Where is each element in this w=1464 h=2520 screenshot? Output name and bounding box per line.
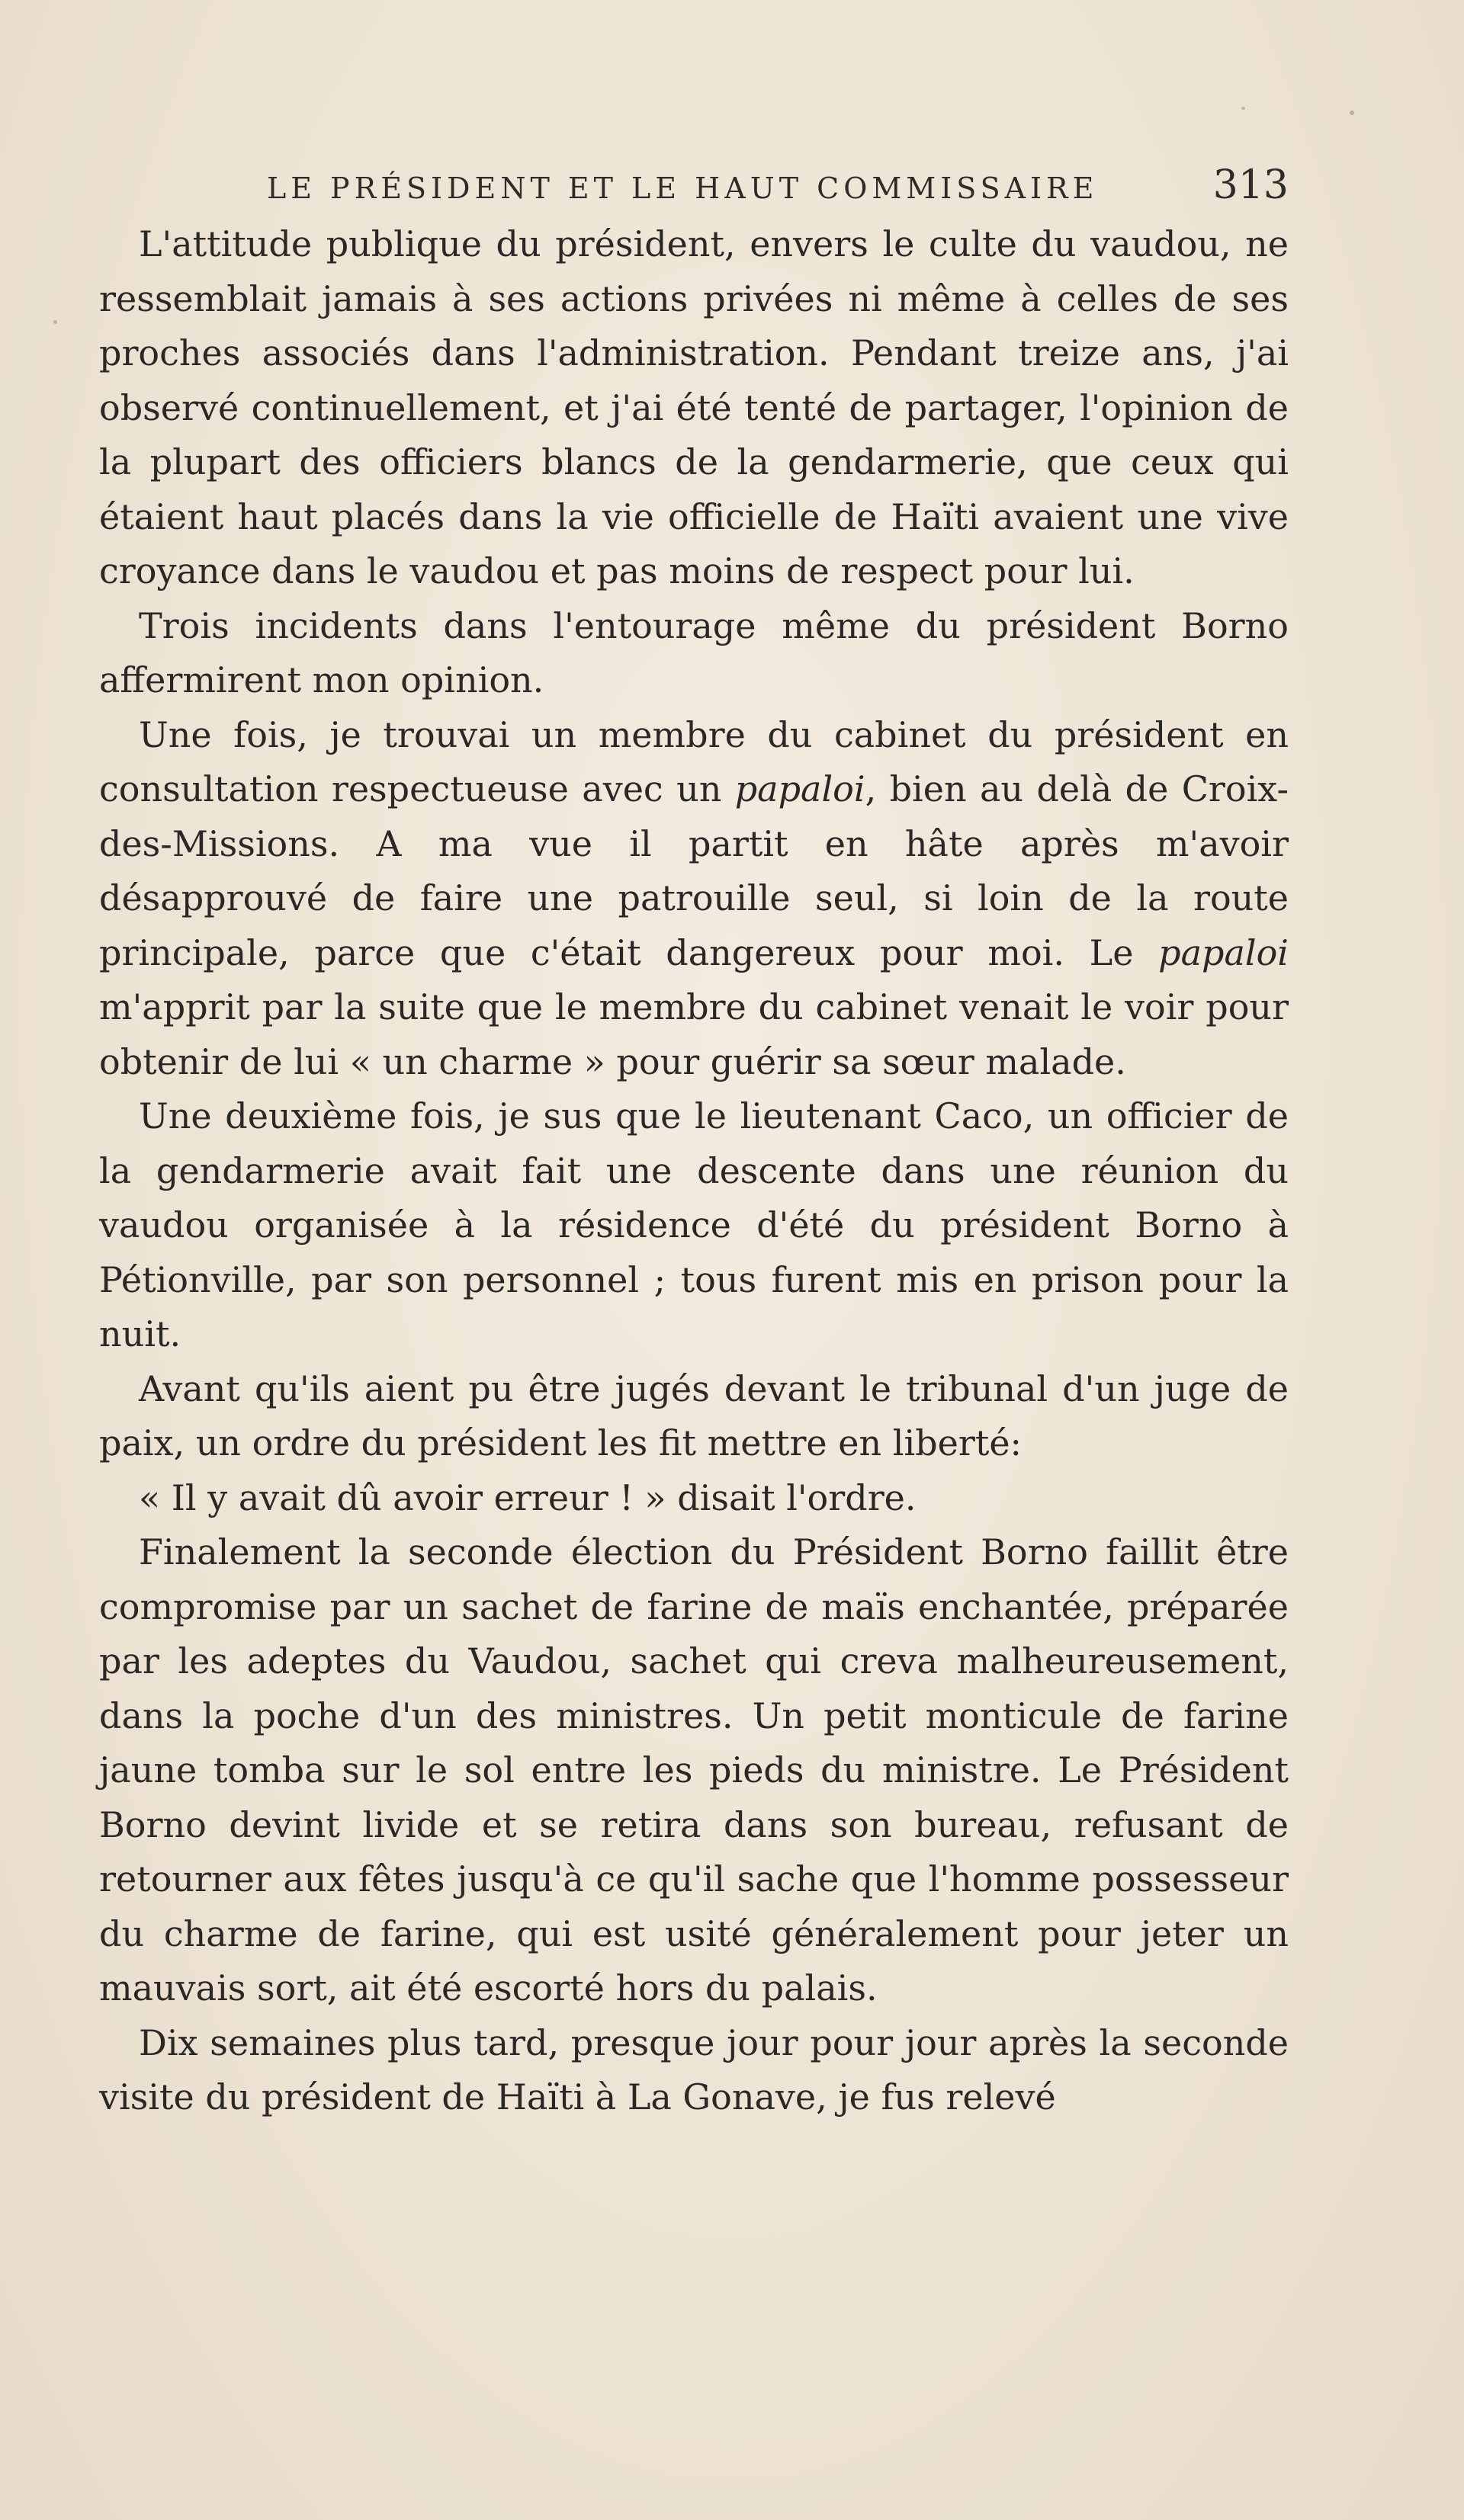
text-segment: m'apprit par la suite que le membre du cabinet venait le voir pour obtenir de lui « un charme » pour guérir sa sœur malade.: [99, 986, 1289, 1082]
text-segment: Trois incidents dans l'entourage même du président Borno affermirent mon opinion.: [99, 604, 1289, 701]
body-text: [99, 217, 1289, 2125]
paragraph: [99, 708, 1289, 1090]
paragraph: [99, 1471, 1289, 1526]
text-segment: Une fois, je trouvai un membre du cabinet du président en consultation respectueuse avec un: [99, 713, 1289, 810]
text-segment: L'attitude publique du président, envers le culte du vaudou, ne ressemblait jamais à ses actions privées ni même à celles de ses proches associés dans l'administration. Pendant treize ans, j'ai observé continuellement, et j'ai été tenté de partager, l'opinion de la plupart des officiers blancs de la gendarmerie, que ceux qui étaient haut placés dans la vie officielle de Haïti avaient une vive croyance dans le vaudou et pas moins de respect pour lui.: [99, 223, 1289, 592]
running-title: LE PRÉSIDENT ET LE HAUT COMMISSAIRE: [267, 172, 1099, 205]
italic-term: papaloi: [1158, 931, 1289, 973]
text-segment: « Il y avait dû avoir erreur ! » disait l'ordre.: [139, 1476, 917, 1518]
text-segment: Une deuxième fois, je sus que le lieutenant Caco, un officier de la gendarmerie avait fait une descente dans une réunion du vaudou organisée à la résidence d'été du président Borno à Pétionville, par son personnel ; tous furent mis en prison pour la nuit.: [99, 1095, 1289, 1355]
text-segment: , bien au delà de Croix-des-Missions. A ma vue il partit en hâte après m'avoir désapprouvé de faire une patrouille seul, si loin de la route principale, parce que c'était dangereux pour moi. Le: [99, 768, 1289, 973]
text-segment: Finalement la seconde élection du Président Borno faillit être compromise par un sachet de farine de maïs enchantée, préparée par les adeptes du Vaudou, sachet qui creva malheureusement, dans la poche d'un des ministres. Un petit monticule de farine jaune tomba sur le sol entre les pieds du ministre. Le Président Borno devint livide et se retira dans son bureau, refusant de retourner aux fêtes jusqu'à ce qu'il sache que l'homme possesseur du charme de farine, qui est usité généralement pour jeter un mauvais sort, ait été escorté hors du palais.: [99, 1531, 1289, 2009]
paragraph: [99, 1089, 1289, 1362]
paper-speck: [1350, 111, 1354, 115]
paragraph: [99, 2016, 1289, 2125]
text-segment: Avant qu'ils aient pu être jugés devant le tribunal d'un juge de paix, un ordre du président les fit mettre en liberté:: [99, 1367, 1289, 1464]
paragraph: [99, 217, 1289, 599]
paper-speck: [1241, 107, 1245, 110]
paragraph: [99, 599, 1289, 708]
paper-speck: [53, 320, 57, 324]
page-number: 313: [1212, 162, 1289, 208]
paragraph: [99, 1362, 1289, 1471]
italic-term: papaloi: [734, 768, 865, 810]
book-page: [99, 156, 1289, 2125]
text-segment: Dix semaines plus tard, presque jour pour jour après la seconde visite du président de Haïti à La Gonave, je fus relevé: [99, 2021, 1289, 2118]
running-head: [99, 156, 1289, 217]
paragraph: [99, 1525, 1289, 2016]
